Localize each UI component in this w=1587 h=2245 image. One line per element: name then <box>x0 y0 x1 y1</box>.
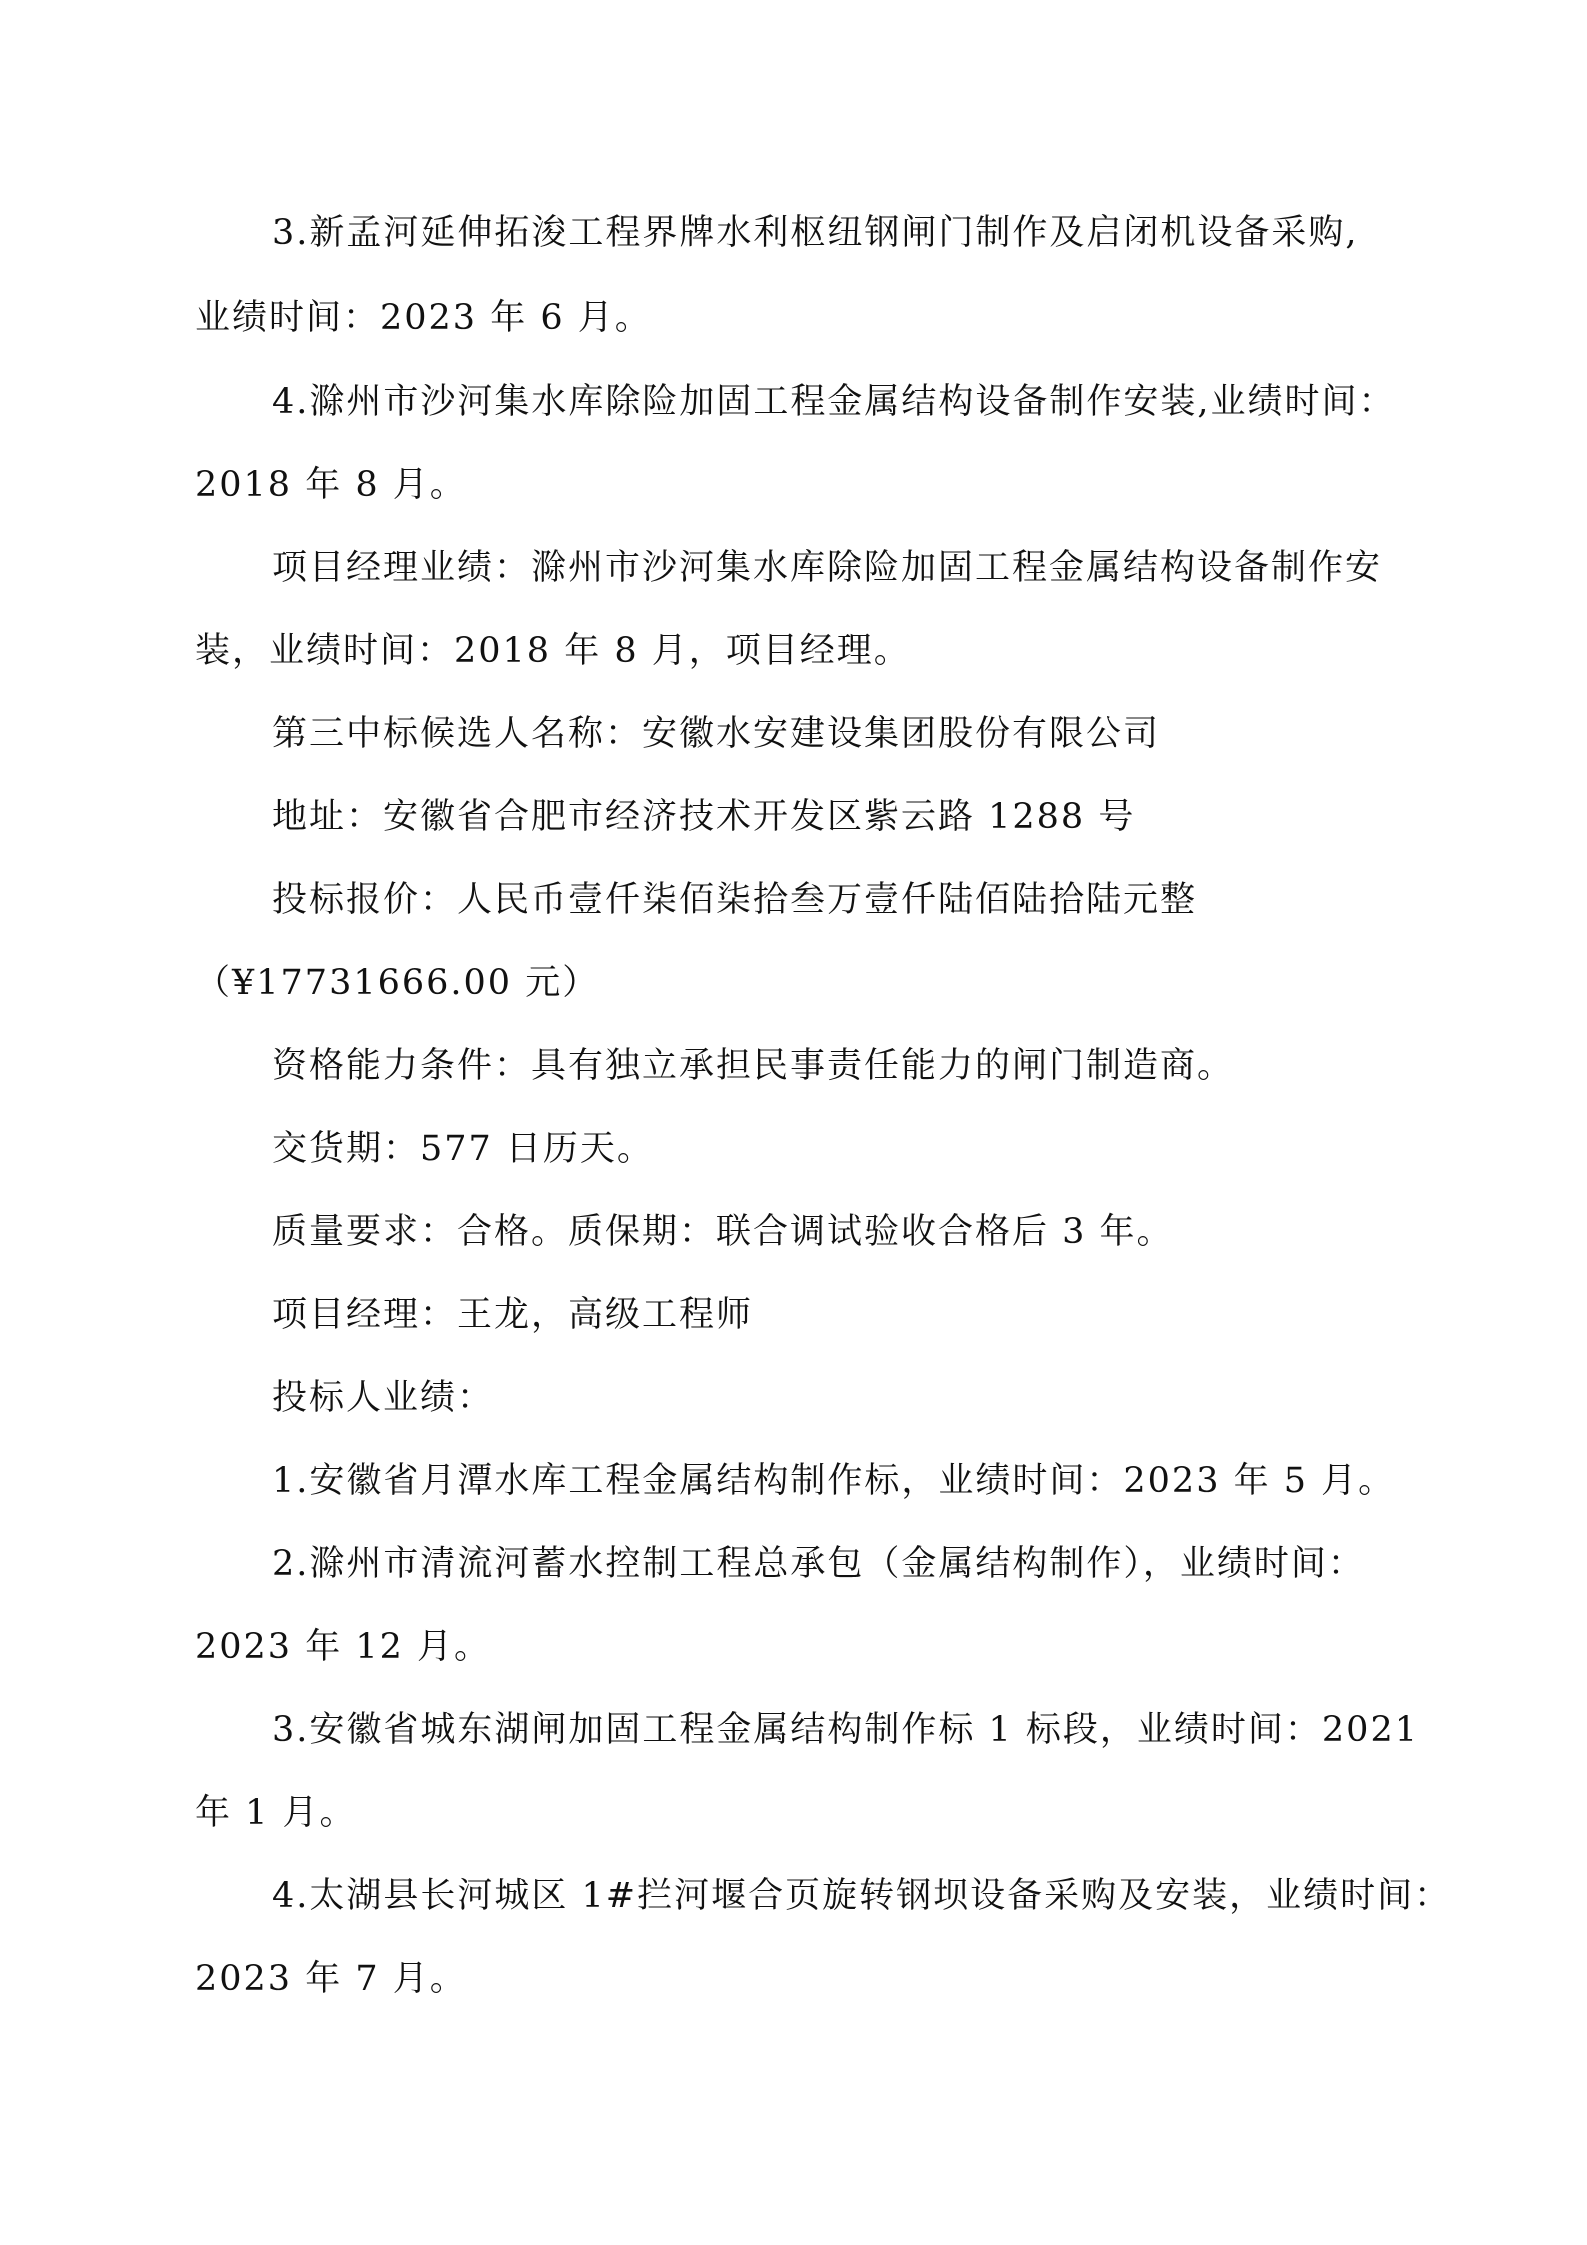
text-line: 地址：安徽省合肥市经济技术开发区紫云路 1288 号 <box>272 797 1136 837</box>
text-line: 3.新孟河延伸拓浚工程界牌水利枢纽钢闸门制作及启闭机设备采购, <box>272 213 1359 253</box>
text-line: 投标报价：人民币壹仟柒佰柒拾叁万壹仟陆佰陆拾陆元整 <box>272 880 1198 920</box>
text-line: 4.滁州市沙河集水库除险加固工程金属结构设备制作安装,业绩时间： <box>272 382 1396 422</box>
text-line: 2018 年 8 月。 <box>195 465 467 505</box>
text-line: 3.安徽省城东湖闸加固工程金属结构制作标 1 标段，业绩时间：2021 <box>272 1710 1419 1750</box>
text-line: 业绩时间：2023 年 6 月。 <box>195 298 652 338</box>
text-line: 装，业绩时间：2018 年 8 月，项目经理。 <box>195 631 911 671</box>
text-line: 交货期：577 日历天。 <box>272 1129 654 1169</box>
text-line: 项目经理：王龙，高级工程师 <box>272 1295 754 1335</box>
text-line: 资格能力条件：具有独立承担民事责任能力的闸门制造商。 <box>272 1046 1235 1086</box>
text-line: 2023 年 7 月。 <box>195 1959 467 1999</box>
text-line: 4.太湖县长河城区 1#拦河堰合页旋转钢坝设备采购及安装，业绩时间： <box>272 1876 1452 1916</box>
text-line: 质量要求：合格。质保期：联合调试验收合格后 3 年。 <box>272 1212 1174 1252</box>
text-line: 2023 年 12 月。 <box>195 1627 491 1667</box>
text-line: （¥17731666.00 元） <box>195 963 600 1003</box>
text-line: 项目经理业绩：滁州市沙河集水库除险加固工程金属结构设备制作安 <box>272 548 1383 588</box>
text-line: 投标人业绩： <box>272 1378 495 1418</box>
text-line: 年 1 月。 <box>195 1793 357 1833</box>
text-line: 1.安徽省月潭水库工程金属结构制作标，业绩时间：2023 年 5 月。 <box>272 1461 1396 1501</box>
text-line: 第三中标候选人名称：安徽水安建设集团股份有限公司 <box>272 714 1161 754</box>
text-line: 2.滁州市清流河蓄水控制工程总承包（金属结构制作），业绩时间： <box>272 1544 1365 1584</box>
